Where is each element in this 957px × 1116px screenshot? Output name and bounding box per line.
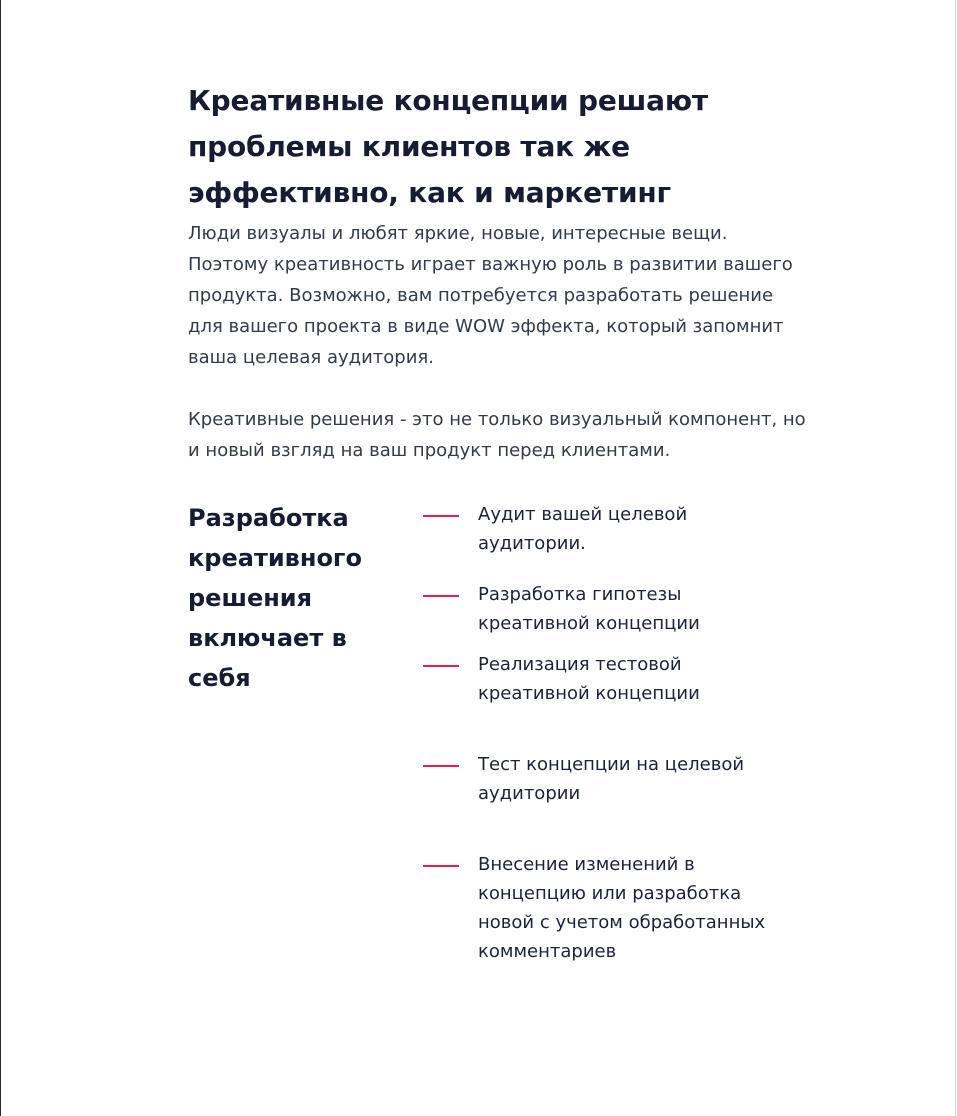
intro-paragraph: Креативные решения - это не только визуальный компонент, но и новый взгляд на ваш продукт перед клиентами. <box>188 409 806 461</box>
dash-marker <box>423 595 459 597</box>
dash-marker <box>423 865 459 867</box>
dash-marker <box>423 515 459 517</box>
list-item-label: Аудит вашей целевой аудитории. <box>478 504 688 554</box>
window-right-border <box>955 0 956 1116</box>
development-title: Разработка креативного решения включает в себя <box>188 504 362 692</box>
dash-marker <box>423 665 459 667</box>
intro-section <box>188 218 808 466</box>
list-item-label: Тест концепции на целевой аудитории <box>478 754 745 804</box>
dash-marker <box>423 765 459 767</box>
list-item-label: Разработка гипотезы креативной концепции <box>478 584 700 634</box>
list-item-label: Внесение изменений в концепцию или разработка новой с учетом обработанных комментариев <box>478 854 766 962</box>
page-title: Креативные концепции решают проблемы клиентов так же эффективно, как и маркетинг <box>188 84 708 209</box>
intro-paragraph: Люди визуалы и любят яркие, новые, интересные вещи. Поэтому креативность играет важную роль в развитии вашего продукта. Возможно, вам потребуется разработать решение для вашего проекта в виде WOW эффекта, который запомнит ваша целевая аудитория. <box>188 223 793 368</box>
window-left-border <box>0 0 1 1116</box>
list-item-label: Реализация тестовой креативной концепции <box>478 654 700 704</box>
